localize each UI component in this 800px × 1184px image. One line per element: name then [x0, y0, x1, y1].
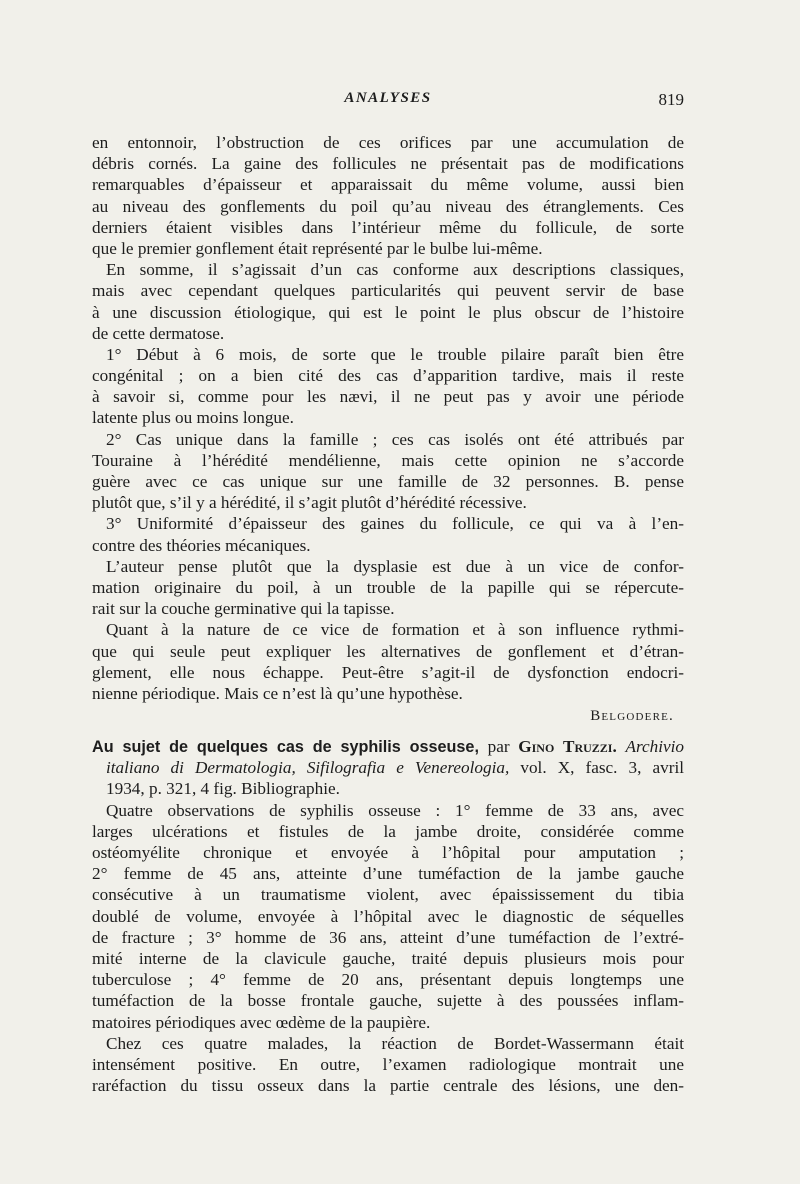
text-line: Quatre observations de syphilis osseuse : 1° femme de 33 ans, avec	[106, 800, 684, 820]
text-line: glement, elle nous échappe. Peut-être s’agit-il de dysfonction endocri-	[92, 662, 684, 682]
reference-line: 1934, p. 321, 4 fig. Bibliographie.	[106, 779, 340, 799]
text-line: nienne périodique. Mais ce n’est là qu’une hypothèse.	[92, 683, 463, 703]
text-line: ostéomyélite chronique et envoyée à l’hôpital pour amputation ;	[92, 843, 684, 862]
text-line: L’auteur pense plutôt que la dysplasie est due à un vice de confor-	[106, 556, 684, 576]
journal-name-rest: italiano di Dermatologia, Sifilografia e Venereologia,	[106, 758, 510, 778]
text-line: que le premier gonflement était représenté par le bulbe lui-même.	[92, 238, 543, 258]
text-line: guère avec ce cas unique sur une famille de 32 personnes. B. pense	[92, 472, 684, 491]
reference-volume: vol. X, fasc. 3, avril	[520, 758, 684, 778]
text-line: doublé de volume, envoyée à l’hôpital avec le diagnostic de séquelles	[92, 906, 684, 926]
text-line: remarquables d’épaisseur et apparaissait du même volume, aussi bien	[92, 175, 684, 195]
signature: Belgodere.	[590, 708, 674, 725]
page-body	[92, 132, 684, 1096]
running-header	[92, 90, 684, 114]
text-line: que qui seule peut expliquer les alternatives de gonflement et d’étran-	[92, 641, 684, 661]
text-line: tuberculose ; 4° femme de 20 ans, présentant depuis longtemps une	[92, 970, 684, 990]
text-line: débris cornés. La gaine des follicules ne présentait pas de modifications	[92, 154, 684, 174]
text-line: raréfaction du tissu osseux dans la partie centrale des lésions, une den-	[92, 1076, 684, 1096]
author-first-name: Gino	[518, 737, 555, 757]
text-line: En somme, il s’agissait d’un cas conforme aux descriptions classiques,	[106, 260, 684, 280]
text-line: tuméfaction de la bosse frontale gauche, sujette à des poussées inflam-	[92, 991, 684, 1011]
text-line: 1° Début à 6 mois, de sorte que le trouble pilaire paraît bien être	[106, 344, 684, 364]
by-word: par	[487, 737, 510, 757]
text-line: Quant à la nature de ce vice de formation et à son influence rythmi-	[106, 620, 684, 640]
text-line: mais avec cependant quelques particularités qui peuvent servir de base	[92, 281, 684, 301]
text-line: à une discussion étiologique, qui est le point le plus obscur de l’histoire	[92, 302, 684, 322]
text-line: derniers étaient visibles dans l’intérieur même du follicule, de sorte	[92, 217, 684, 237]
text-line: 2° Cas unique dans la famille ; ces cas isolés ont été attribués par	[106, 429, 684, 449]
text-line: 3° Uniformité d’épaisseur des gaines du follicule, ce qui va à l’en-	[106, 514, 684, 534]
text-line: de fracture ; 3° homme de 36 ans, atteint d’une tuméfaction de l’extré-	[92, 927, 684, 947]
text-line: contre des théories mécaniques.	[92, 535, 311, 555]
text-line: rait sur la couche germinative qui la tapisse.	[92, 599, 395, 619]
text-line: consécutive à un traumatisme violent, avec épaississement du tibia	[92, 885, 684, 905]
journal-name-start: Archivio	[625, 737, 684, 757]
page-number: 819	[658, 90, 684, 109]
text-line: plutôt que, s’il y a hérédité, il s’agit plutôt d’hérédité récessive.	[92, 493, 527, 513]
text-line: matoires périodiques avec œdème de la paupière.	[92, 1012, 431, 1032]
reference-line	[92, 757, 684, 778]
text-line: mité interne de la clavicule gauche, traité depuis plusieurs mois pour	[92, 948, 684, 968]
text-line: de cette dermatose.	[92, 323, 225, 343]
article-title: Au sujet de quelques cas de syphilis osseuse,	[92, 738, 479, 757]
text-line: congénital ; on a bien cité des cas d’apparition tardive, mais il reste	[92, 366, 684, 386]
text-line: au niveau des gonflements du poil qu’au niveau des étranglements. Ces	[92, 196, 684, 216]
article-heading-line	[92, 736, 684, 757]
author-last-name: Truzzi.	[563, 737, 617, 757]
text-line: latente plus ou moins longue.	[92, 408, 294, 428]
running-title: ANALYSES	[344, 90, 432, 106]
text-line: 2° femme de 45 ans, atteinte d’une tuméfaction de la jambe gauche	[92, 864, 684, 884]
text-line: Touraine à l’hérédité mendélienne, mais cette opinion ne s’accorde	[92, 450, 684, 470]
text-line: à savoir si, comme pour les nævi, il ne peut pas y avoir une période	[92, 387, 684, 407]
text-line: intensément positive. En outre, l’examen radiologique montrait une	[92, 1054, 684, 1074]
text-line: mation originaire du poil, à un trouble de la papille qui se répercute-	[92, 577, 684, 597]
text-line: en entonnoir, l’obstruction de ces orifices par une accumulation de	[92, 133, 684, 152]
text-line: Chez ces quatre malades, la réaction de Bordet-Wassermann était	[106, 1033, 684, 1053]
text-line: larges ulcérations et fistules de la jambe droite, considérée comme	[92, 821, 684, 841]
